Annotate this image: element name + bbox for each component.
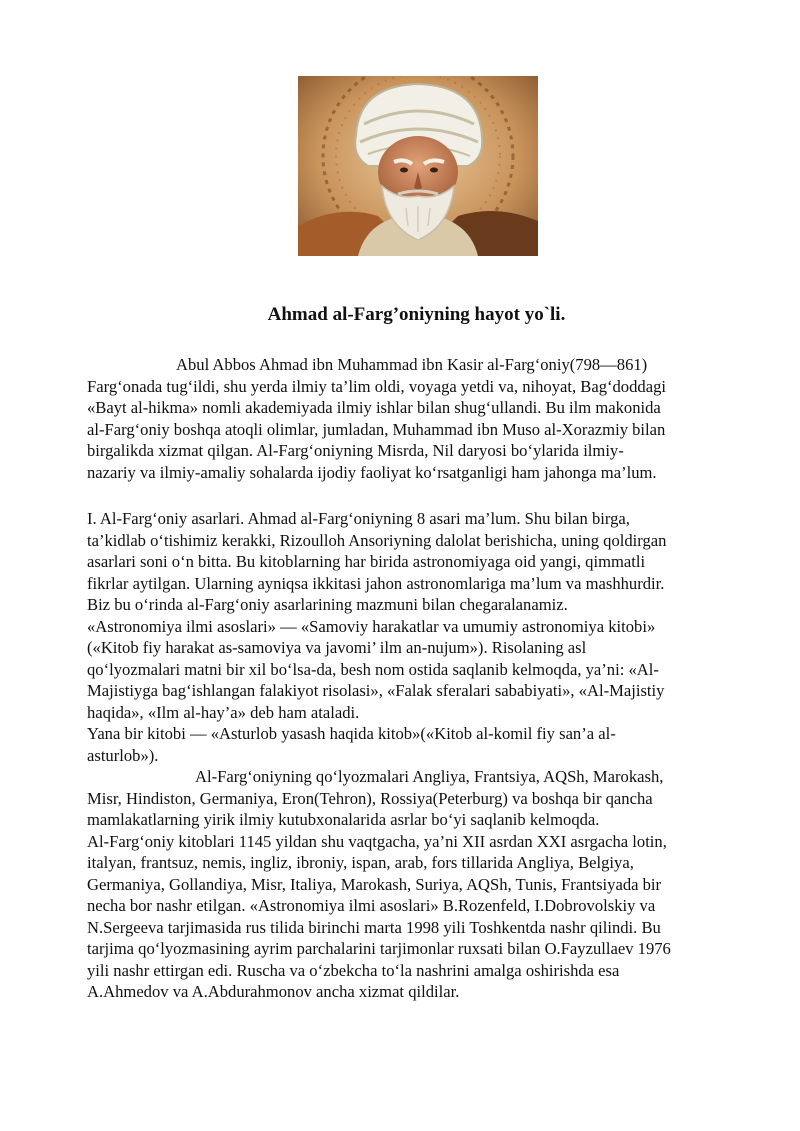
text-line: «Astronomiya ilmi asoslari» — «Samoviy harakatlar va umumiy astronomiya kitobi» (87, 616, 656, 636)
paragraph-works (87, 508, 757, 766)
portrait-illustration (298, 76, 538, 256)
text-line: Biz bu o‘rinda al-Farg‘oniy asarlarining mazmuni bilan chegaralanamiz. (87, 595, 568, 614)
text-line: («Kitob fiy harakat as-samoviya va javomi’ ilm an-nujum»). Risolaning asl (87, 638, 587, 657)
text-line: Yana bir kitobi — «Asturlob yasash haqida kitob»(«Kitob al-komil fiy san’a al- (87, 724, 616, 743)
document-title: Ahmad al-Farg’oniyning hayot yo`li. (267, 304, 566, 325)
paragraph-biography (87, 354, 757, 483)
text-line: yili nashr ettirgan edi. Ruscha va o‘zbekcha to‘la nashrini amalga oshirishda esa (87, 960, 620, 980)
text-line: Al-Farg‘oniy kitoblari 1145 yildan shu vaqtgacha, ya’ni XII asrdan XXI asrgacha lotin, (87, 831, 667, 851)
text-line: asarlari soni o‘n bitta. Bu kitoblarning har birida astronomiyaga oid yangi, qimmatli (87, 552, 646, 571)
text-line: Misr, Hindiston, Germaniya, Eron(Tehron), Rossiya(Peterburg) va boshqa bir qancha (87, 788, 653, 808)
text-line: Germaniya, Gollandiya, Misr, Italiya, Marokash, Suriya, AQSh, Tunis, Frantsiyada bir (87, 874, 662, 894)
paragraph-manuscripts (87, 766, 757, 1003)
text-line: ta’kidlab o‘tishimiz kerakki, Rizoulloh Ansoriyning dalolat berishicha, uning qoldirgan (87, 530, 667, 550)
text-line: A.Ahmedov va A.Abdurahmonov ancha xizmat qildilar. (87, 982, 460, 1001)
text-line: Abul Abbos Ahmad ibn Muhammad ibn Kasir al-Farg‘oniy(798—861) (176, 355, 648, 374)
text-line: birgalikda xizmat qilgan. Al-Farg‘oniyning Misrda, Nil daryosi bo‘ylarida ilmiy- (87, 441, 624, 460)
text-line: Farg‘onada tug‘ildi, shu yerda ilmiy ta’lim oldi, voyaga yetdi va, nihoyat, Bag‘doddagi (87, 376, 666, 396)
text-line: tarjima qo‘lyozmasining ayrim parchalarini tarjimonlar ruxsati bilan O.Fayzullaev 1976 (87, 939, 671, 958)
text-line: «Bayt al-hikma» nomli akademiyada ilmiy ishlar bilan shug‘ullandi. Bu ilm makonida (87, 398, 661, 417)
text-line: I. Al-Farg‘oniy asarlari. Ahmad al-Farg‘oniyning 8 asari ma’lum. Shu bilan birga, (87, 509, 630, 528)
text-line: fikrlar aytilgan. Ularning ayniqsa ikkitasi jahon astronomlariga ma’lum va mashhurdir. (87, 573, 665, 593)
text-line: qo‘lyozmalari matni bir xil bo‘lsa-da, besh nom ostida saqlanib kelmoqda, ya’ni: «Al- (87, 659, 659, 679)
text-line: Al-Farg‘oniyning qo‘lyozmalari Angliya, Frantsiya, AQSh, Marokash, (195, 767, 664, 786)
text-line: necha bor nashr etilgan. «Astronomiya ilmi asoslari» B.Rozenfeld, I.Dobrovolskiy va (87, 896, 656, 915)
text-line: mamlakatlarning yirik ilmiy kutubxonalarida asrlar bo‘yi saqlanib kelmoqda. (87, 810, 600, 829)
text-line: haqida», «Ilm al-hay’a» deb ham ataladi. (87, 702, 360, 722)
text-line: asturlob»). (87, 745, 159, 765)
text-line: nazariy va ilmiy-amaliy sohalarda ijodiy faoliyat ko‘rsatganligi ham jahonga ma’lum. (87, 462, 657, 482)
text-line: Majistiyga bag‘ishlangan falakiyot risolasi», «Falak sferalari sababiyati», «Al-Majistiy (87, 681, 665, 700)
text-line: italyan, frantsuz, nemis, ingliz, ibroniy, ispan, arab, fors tillarida Angliya, Belgiya, (87, 853, 634, 872)
text-line: N.Sergeeva tarjimasida rus tilida birinchi marta 1998 yili Toshkentda nashr qilindi. Bu (87, 917, 661, 937)
portrait-image (298, 76, 538, 256)
text-line: al-Farg‘oniy boshqa atoqli olimlar, jumladan, Muhammad ibn Muso al-Xorazmiy bilan (87, 419, 666, 439)
